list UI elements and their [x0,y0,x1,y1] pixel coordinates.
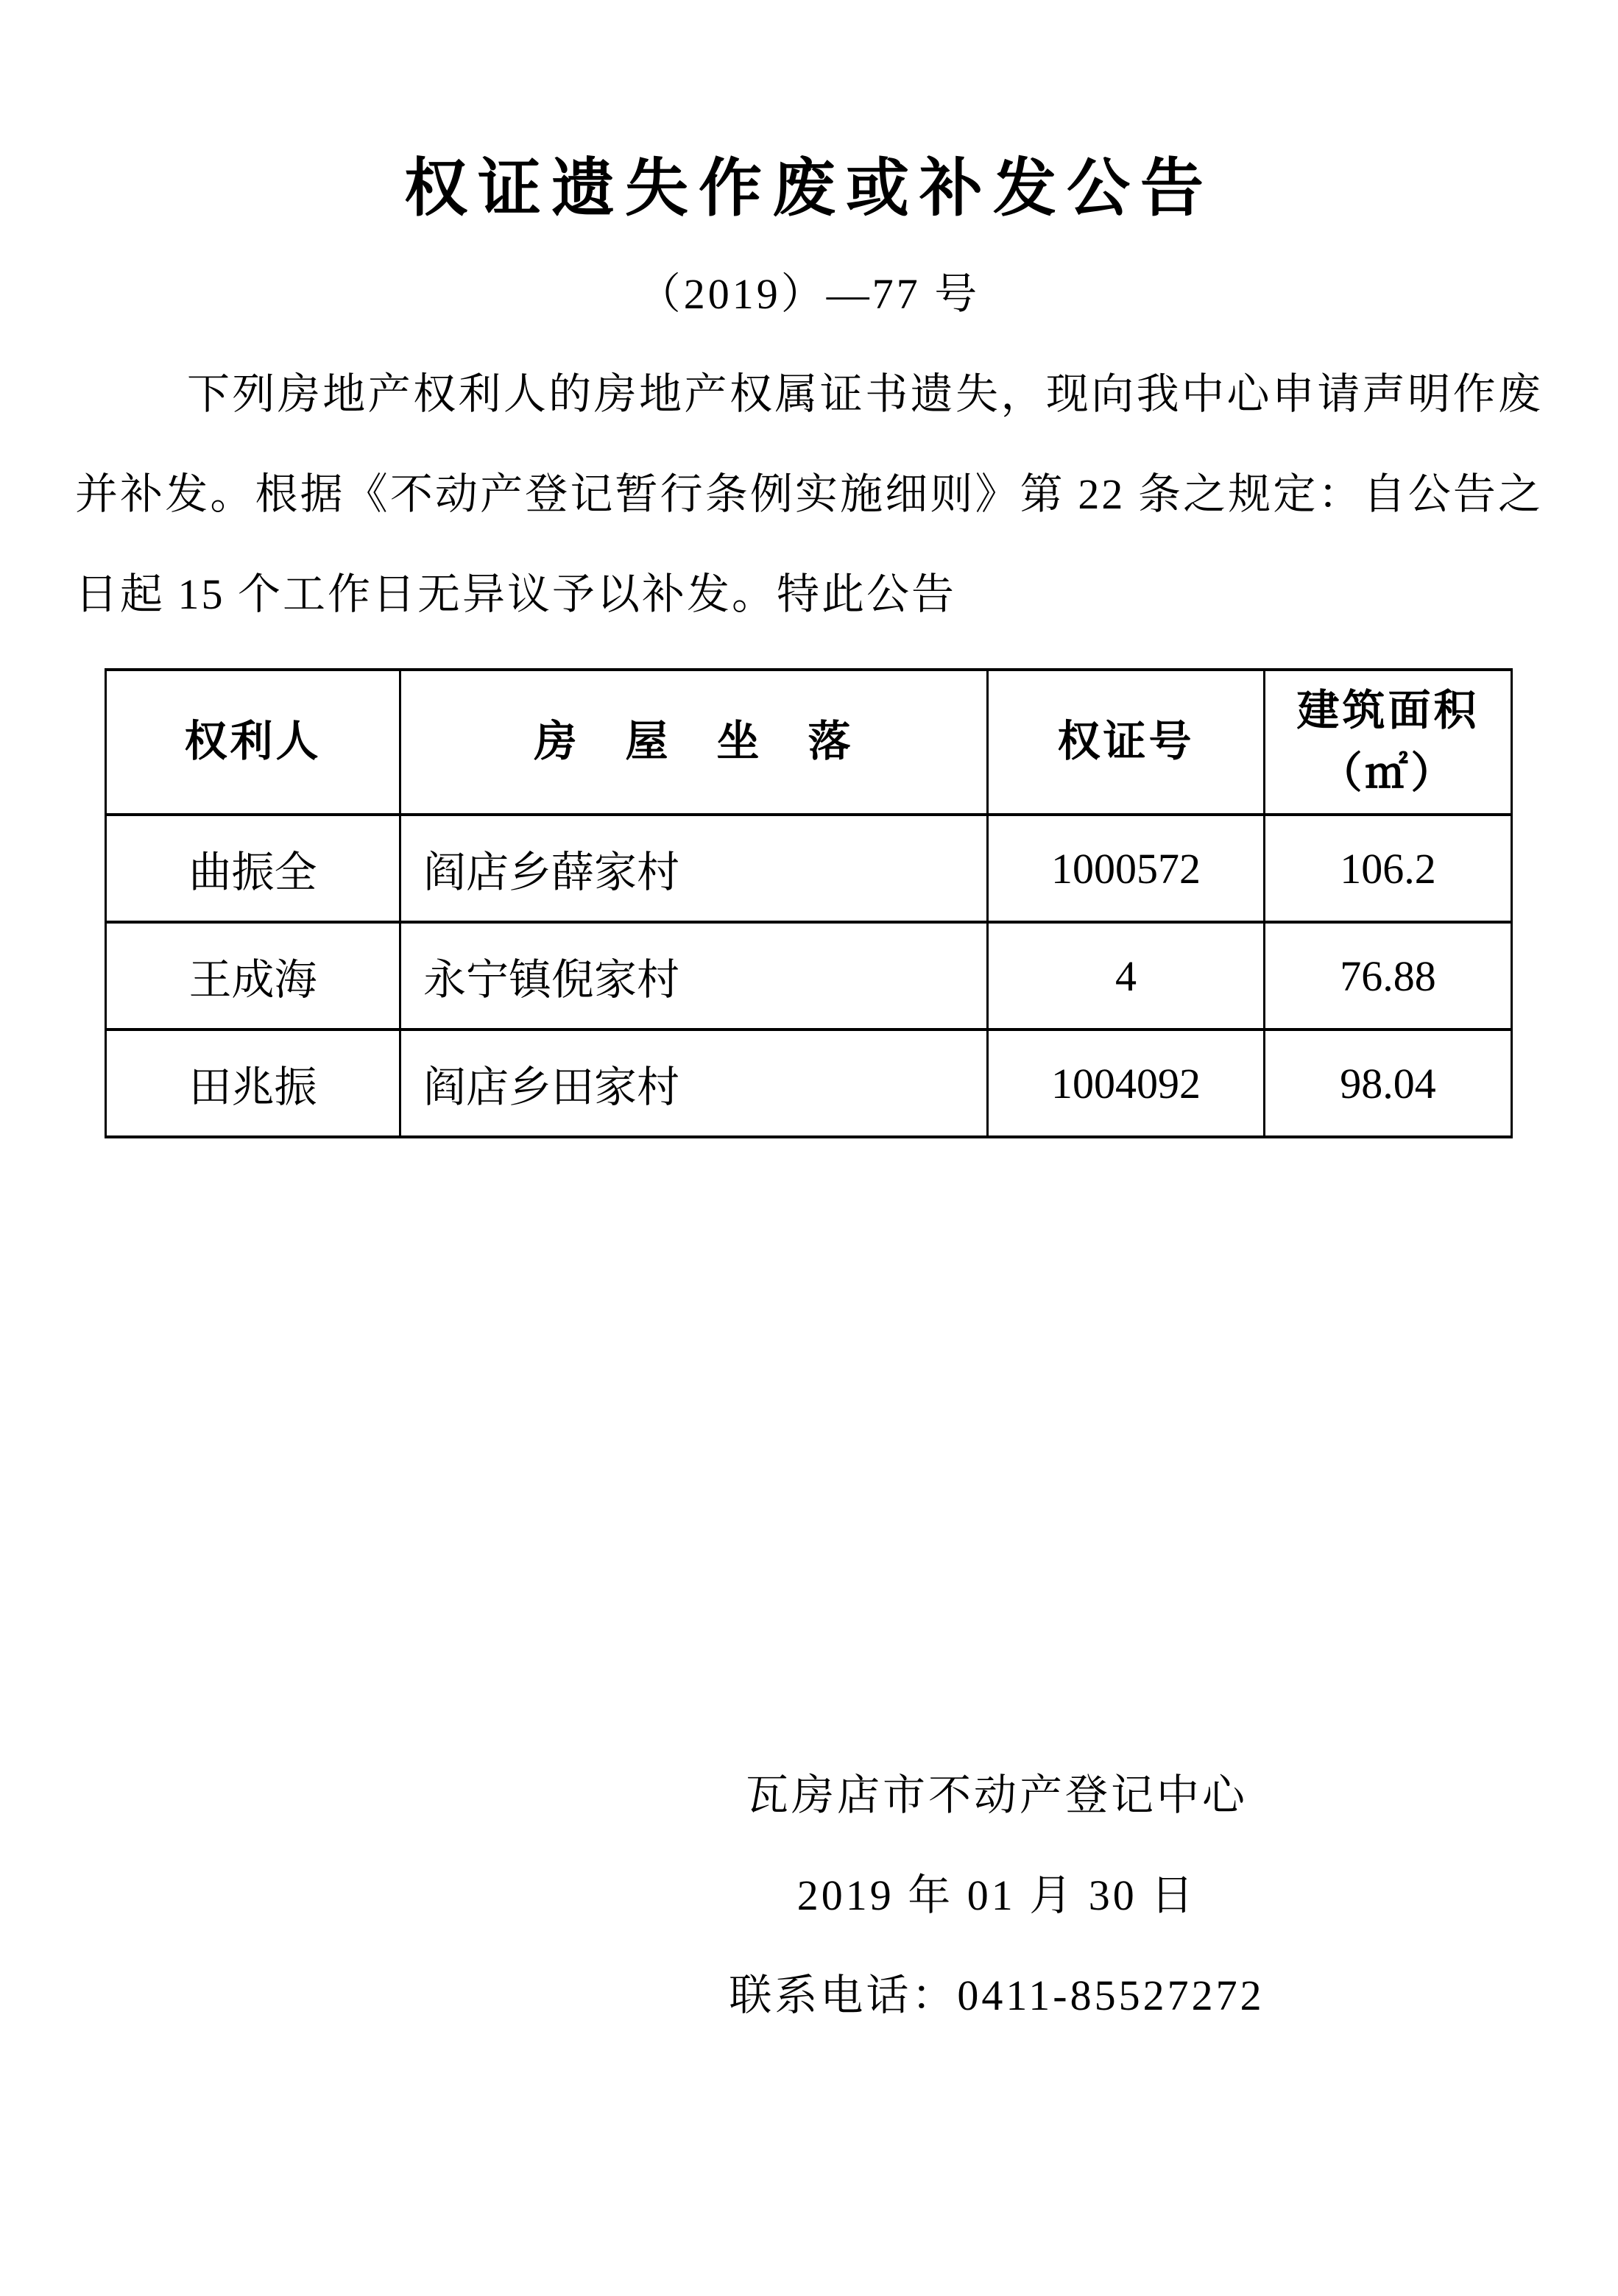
table-row [106,815,1512,922]
document-number: （2019）—77 号 [637,270,981,318]
cell-location: 阎店乡薛家村 [400,815,988,922]
table-row [106,922,1512,1030]
page-title: 权证遗失作废或补发公告 [404,153,1214,224]
cell-owner: 曲振全 [106,815,400,922]
column-header-owner: 权利人 [106,670,400,815]
column-header-cert-no: 权证号 [988,670,1265,815]
cell-area: 106.2 [1265,815,1512,922]
table-header-row [106,670,1512,815]
cell-cert-no: 4 [988,922,1265,1030]
issue-date: 2019 年 01 月 30 日 [796,1871,1197,1919]
cell-area: 98.04 [1265,1030,1512,1137]
document-footer [188,1746,1618,2046]
cell-owner: 田兆振 [106,1030,400,1137]
column-header-location: 房 屋 坐 落 [400,670,988,815]
cell-area: 76.88 [1265,922,1512,1030]
column-header-area-line2: （㎡） [1319,748,1457,797]
cell-location: 永宁镇倪家村 [400,922,988,1030]
cell-cert-no: 1000572 [988,815,1265,922]
cell-owner: 王成海 [106,922,400,1030]
lost-certificates-table [105,668,1513,1138]
contact-phone: 联系电话：0411-85527272 [729,1971,1265,2019]
cell-location: 阎店乡田家村 [400,1030,988,1137]
column-header-area-line1: 建筑面积 [1296,687,1480,735]
column-header-area [1265,670,1512,815]
cell-cert-no: 1004092 [988,1030,1265,1137]
announcement-body-paragraph: 下列房地产权利人的房地产权属证书遗失，现向我中心申请声明作废并补发。根据《不动产登记暂行条例实施细则》第 22 条之规定：自公告之日起 15 个工作日无异议予以补发。特此公告 [75,370,1543,618]
table-row [106,1030,1512,1137]
issuer-name: 瓦房店市不动产登记中心 [745,1771,1248,1819]
